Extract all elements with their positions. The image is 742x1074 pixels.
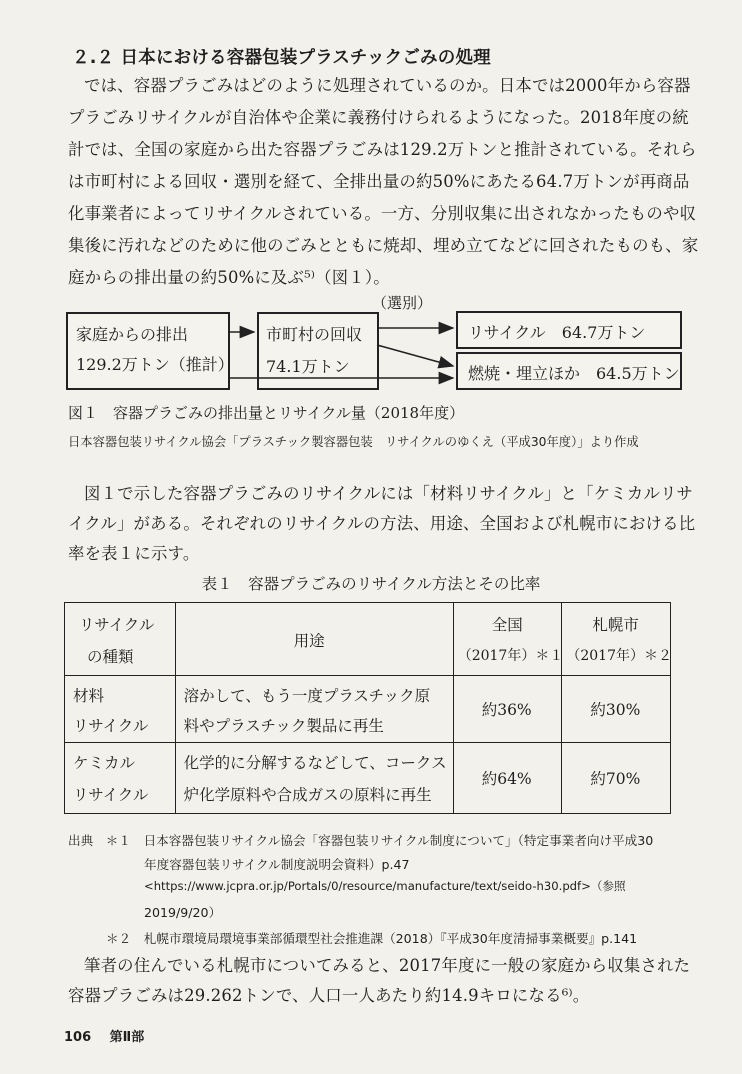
intro-line-4: は市町村による回収・選別を経て、全排出量の約50%にあたる64.7万トンが再商品 <box>68 172 690 191</box>
arrow-municipal-to-incinerate <box>377 345 453 366</box>
household-value: 129.2万トン（推計） <box>76 355 234 374</box>
note-line-2: 年度容器包装リサイクル制度説明会資料）p.47 <box>144 857 410 872</box>
header-sapporo-l2: （2017年）＊２ <box>566 648 672 664</box>
body2-line-3: 率を表１に示す。 <box>68 544 200 563</box>
note-line-4: 2019/9/20） <box>144 905 222 920</box>
body3-line-2: 容器プラごみは29.262トンで、人口一人あたり約14.9キロになる⁶⁾。 <box>68 986 590 1005</box>
household-label: 家庭からの排出 <box>76 325 189 344</box>
municipal-value: 74.1万トン <box>266 357 350 376</box>
intro-line-5: 化事業者によってリサイクルされている。一方、分別収集に出されなかったものや収 <box>68 204 697 223</box>
header-sapporo-l1: 札幌市 <box>592 616 639 634</box>
figure-source: 日本容器包装リサイクル協会「プラスチック製容器包装 リサイクルのゆくえ（平成30年度）」より作成 <box>68 435 639 449</box>
row1-type-l1: 材料 <box>73 687 105 705</box>
sorting-label: （選別） <box>372 294 433 312</box>
page-footer <box>64 1026 144 1045</box>
note-line-5: ＊２ 札幌市環境局環境事業部循環型社会推進課（2018）『平成30年度清掃事業概要』p.141 <box>106 931 638 946</box>
intro-line-1: では、容器プラごみはどのように処理されているのか。日本では2000年から容器 <box>84 76 691 95</box>
intro-line-7: 庭からの排出量の約50%に及ぶ⁵⁾（図１）。 <box>68 268 390 287</box>
intro-line-2: プラごみリサイクルが自治体や企業に義務付けられるようになった。2018年度の統 <box>68 108 689 127</box>
body2-line-2: イクル」がある。それぞれのリサイクルの方法、用途、全国および札幌市における比 <box>68 514 696 533</box>
header-national-l2: （2017年）＊１ <box>457 648 564 664</box>
page-number: 106 <box>64 1030 92 1045</box>
figure-caption: 図１ 容器プラごみの排出量とリサイクル量（2018年度） <box>68 404 465 422</box>
header-national-l1: 全国 <box>491 616 523 634</box>
body3-line-1: 筆者の住んでいる札幌市についてみると、2017年度に一般の家庭から収集された <box>84 956 691 975</box>
table-row <box>65 676 671 743</box>
row2-use-l1: 化学的に分解するなどして、コークス <box>183 754 447 772</box>
row2-use-l2: 炉化学原料や合成ガスの原料に再生 <box>183 786 432 804</box>
row2-type-l2: リサイクル <box>73 786 149 804</box>
row1-type-l2: リサイクル <box>73 717 149 735</box>
header-type-l1: リサイクル <box>79 616 155 634</box>
row1-use-l2: 料やプラスチック製品に再生 <box>183 717 384 735</box>
recycle-label: リサイクル 64.7万トン <box>468 323 646 342</box>
body2-line-1: 図１で示した容器プラごみのリサイクルには「材料リサイクル」と「ケミカルリサ <box>84 484 693 503</box>
municipal-label: 市町村の回収 <box>266 325 363 344</box>
intro-line-3: 計では、全国の家庭から出た容器プラごみは129.2万トンと推計されている。それら <box>68 140 697 159</box>
table-header-row <box>65 603 671 676</box>
flow-diagram <box>0 0 742 449</box>
recycling-table <box>64 602 671 814</box>
incinerate-label: 燃焼・埋立ほか 64.5万トン <box>468 364 680 383</box>
note-line-3: <https://www.jcpra.or.jp/Portals/0/resource/manufacture/text/seido-h30.pdf>（参照 <box>144 879 626 893</box>
table-caption: 表１ 容器プラごみのリサイクル方法とその比率 <box>201 575 541 593</box>
row2-sapporo: 約70% <box>590 770 641 788</box>
row1-national: 約36% <box>481 701 532 719</box>
note-line-1: 出典 ＊１ 日本容器包装リサイクル協会「容器包装リサイクル制度について」（特定事業者向け平成30 <box>68 833 654 848</box>
header-type-l2: の種類 <box>87 648 134 666</box>
row1-sapporo: 約30% <box>590 701 641 719</box>
row2-type-l1: ケミカル <box>73 754 136 772</box>
table-row <box>65 743 671 814</box>
intro-line-6: 集後に汚れなどのために他のごみとともに焼却、埋め立てなどに回されたものも、家 <box>68 236 699 255</box>
header-use: 用途 <box>293 632 325 650</box>
flow-arrows <box>0 0 742 400</box>
row2-national: 約64% <box>481 770 532 788</box>
section-heading: ２.２ 日本における容器包装プラスチックごみの処理 <box>72 48 491 68</box>
row1-use-l1: 溶かして、もう一度プラスチック原 <box>183 687 431 705</box>
part-label: 第Ⅱ部 <box>109 1030 145 1045</box>
